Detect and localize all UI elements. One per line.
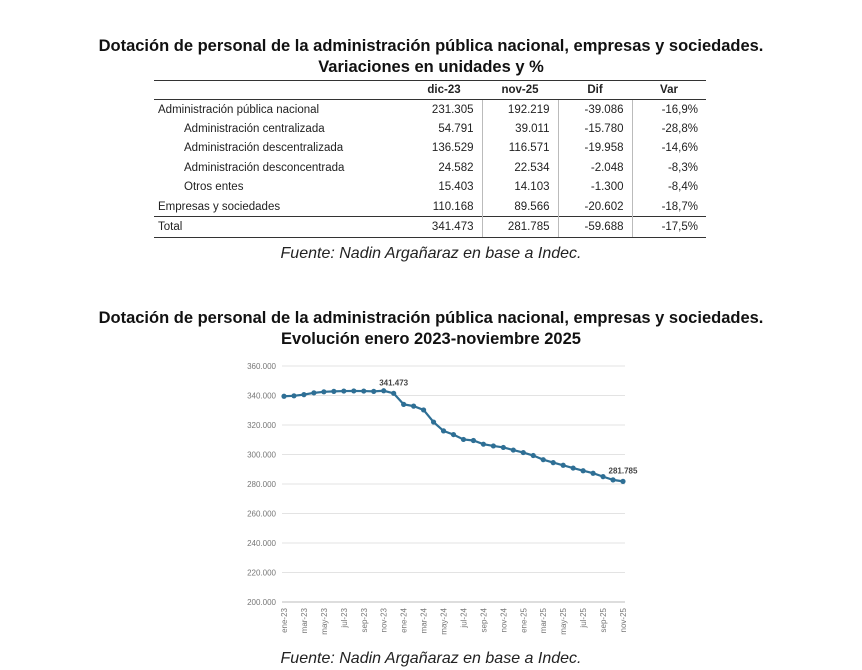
cell-var: -14,6%	[661, 142, 698, 155]
data-point	[600, 474, 605, 479]
x-tick-label: may-24	[439, 608, 449, 635]
cell-nov25: 22.534	[482, 158, 558, 177]
cell-dic23: 15.403	[406, 178, 482, 197]
x-tick-label: ene-23	[280, 608, 289, 633]
data-point	[291, 393, 296, 398]
cell-nov25: 116.571	[482, 139, 558, 158]
x-tick-label: ene-24	[399, 608, 409, 633]
cell-nov25: 39.011	[482, 119, 558, 138]
x-tick-label: jul-23	[339, 608, 349, 628]
data-point	[311, 390, 316, 395]
data-point	[381, 388, 386, 393]
cell-nov25: 14.103	[482, 178, 558, 197]
x-tick-label: mar-25	[539, 608, 549, 634]
data-point	[411, 404, 416, 409]
data-point	[581, 468, 586, 473]
header-var: Var	[632, 81, 706, 100]
x-tick-label: jul-24	[459, 608, 469, 628]
table-row	[154, 197, 706, 217]
y-tick-label: 280.000	[247, 480, 276, 489]
y-tick-label: 240.000	[247, 539, 276, 548]
x-tick-label: mar-24	[419, 608, 429, 634]
table-title: Dotación de personal de la administración pública nacional, empresas y sociedades. Variaciones en unidades y %	[98, 37, 764, 76]
line-chart	[220, 358, 640, 648]
cell-dic23: 54.791	[406, 119, 482, 138]
table-row	[154, 178, 706, 197]
header-dic23: dic-23	[406, 81, 482, 100]
x-tick-label: sep-23	[359, 608, 369, 633]
x-tick-label: nov-24	[499, 608, 509, 633]
cell-var: -8,3%	[667, 161, 698, 174]
data-point	[321, 389, 326, 394]
cell-dif: -19.958	[558, 139, 632, 158]
cell-dic23: 136.529	[406, 139, 482, 158]
row-label: Administración descentralizada	[184, 142, 344, 155]
chart-title: Dotación de personal de la administración pública nacional, empresas y sociedades. Evolución enero 2023-noviembre 2025	[98, 309, 764, 348]
data-point	[511, 447, 516, 452]
cell-dic23: 231.305	[406, 100, 482, 120]
table-row	[154, 100, 706, 120]
header-label	[154, 81, 406, 100]
data-point	[590, 471, 595, 476]
cell-nov25: 89.566	[482, 197, 558, 217]
data-point	[610, 477, 615, 482]
data-point	[361, 388, 366, 393]
cell-nov25: 281.785	[482, 217, 558, 237]
row-label: Administración pública nacional	[158, 103, 320, 116]
cell-var: -28,8%	[661, 123, 698, 136]
y-tick-label: 360.000	[247, 362, 276, 371]
data-point	[451, 432, 456, 437]
data-point	[531, 453, 536, 458]
header-nov25: nov-25	[482, 81, 558, 100]
cell-var: -16,9%	[661, 103, 698, 116]
y-tick-label: 260.000	[247, 509, 276, 519]
y-tick-label: 320.000	[247, 421, 276, 430]
chart-source: Fuente: Nadin Argañaraz en base a Indec.	[280, 650, 582, 667]
data-point	[441, 428, 446, 433]
y-tick-label: 200.000	[247, 598, 276, 607]
x-tick-label: may-25	[559, 608, 569, 635]
cell-dif: -59.688	[558, 217, 632, 237]
cell-dif: -15.780	[558, 119, 632, 138]
table-row	[154, 158, 706, 177]
data-point	[471, 438, 476, 443]
cell-var: -8,4%	[667, 181, 698, 194]
x-tick-label: nov-23	[379, 608, 389, 633]
cell-dif: -2.048	[558, 158, 632, 177]
table-row	[154, 119, 706, 138]
cell-dic23: 24.582	[406, 158, 482, 177]
data-point	[331, 389, 336, 394]
row-label: Administración desconcentrada	[184, 161, 345, 174]
x-tick-label: may-23	[319, 608, 329, 635]
x-tick-label: mar-23	[299, 608, 309, 634]
data-point	[501, 445, 506, 450]
cell-dic23: 341.473	[406, 217, 482, 237]
data-point	[571, 465, 576, 470]
table-header-row	[154, 81, 706, 100]
data-label: 341.473	[379, 378, 409, 388]
row-label: Otros entes	[184, 181, 244, 194]
row-label: Empresas y sociedades	[158, 200, 281, 213]
x-tick-label: sep-24	[479, 608, 489, 633]
x-tick-label: jul-25	[579, 608, 589, 628]
y-tick-label: 340.000	[247, 391, 276, 401]
data-point	[371, 389, 376, 394]
y-tick-label: 220.000	[247, 568, 276, 578]
table-row	[154, 139, 706, 158]
data-point	[421, 407, 426, 412]
x-tick-label: nov-25	[619, 608, 628, 633]
cell-nov25: 192.219	[482, 100, 558, 120]
row-label: Total	[154, 217, 406, 237]
data-point	[301, 392, 306, 397]
cell-var: -17,5%	[632, 217, 706, 237]
data-point	[481, 442, 486, 447]
data-point	[391, 391, 396, 396]
cell-var: -18,7%	[661, 200, 698, 213]
x-tick-label: ene-25	[519, 608, 529, 633]
data-point	[461, 437, 466, 442]
data-point	[620, 479, 625, 484]
row-label: Administración centralizada	[184, 123, 325, 136]
cell-dif: -1.300	[558, 178, 632, 197]
cell-dif: -39.086	[558, 100, 632, 120]
data-point	[541, 457, 546, 462]
data-point	[431, 419, 436, 424]
cell-dic23: 110.168	[406, 197, 482, 217]
table-source: Fuente: Nadin Argañaraz en base a Indec.	[280, 245, 582, 262]
header-dif: Dif	[558, 81, 632, 100]
cell-dif: -20.602	[558, 197, 632, 217]
data-point	[491, 443, 496, 448]
data-point	[351, 388, 356, 393]
x-tick-label: sep-25	[599, 608, 609, 633]
data-point	[521, 450, 526, 455]
data-point	[341, 388, 346, 393]
table-total-row	[154, 217, 706, 237]
personnel-table	[154, 80, 706, 238]
data-label: 281.785	[608, 466, 638, 476]
data-point	[281, 394, 286, 399]
data-point	[401, 402, 406, 407]
data-point	[551, 460, 556, 465]
data-point	[561, 463, 566, 468]
y-tick-label: 300.000	[247, 450, 276, 460]
